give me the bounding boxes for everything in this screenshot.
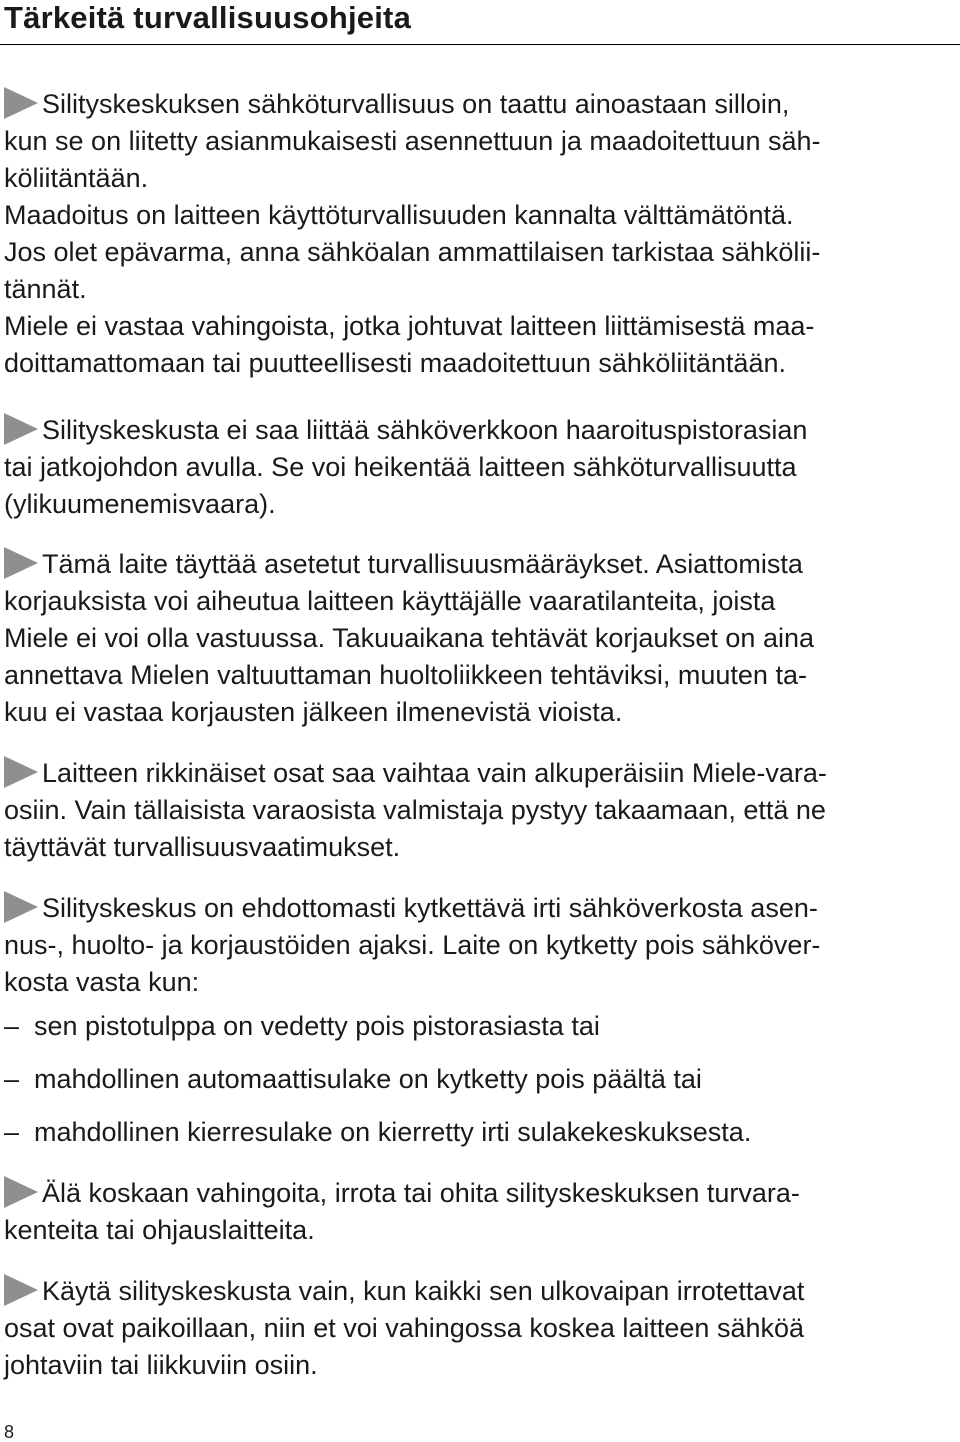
warning-arrow-icon: [4, 1274, 38, 1306]
instruction-line: tai jatkojohdon avulla. Se voi heikentää laitteen sähköturvallisuutta: [4, 452, 797, 482]
instruction-line: (ylikuumenemisvaara).: [4, 489, 276, 519]
instruction-line: Jos olet epävarma, anna sähköalan ammattilaisen tarkistaa sähkölii-: [4, 237, 821, 267]
instruction-line: Silityskeskusta ei saa liittää sähköverkkoon haaroituspistorasian: [4, 412, 954, 449]
instruction-casing: [4, 1273, 954, 1384]
instruction-line: Tämä laite täyttää asetetut turvallisuusmääräykset. Asiattomista: [4, 546, 954, 583]
instruction-line: annettava Mielen valtuuttaman huoltoliikkeen tehtäviksi, muuten ta-: [4, 660, 807, 690]
instruction-line: Käytä silityskeskusta vain, kun kaikki sen ulkovaipan irrotettavat: [4, 1273, 954, 1310]
instruction-line: Älä koskaan vahingoita, irrota tai ohita silityskeskuksen turvara-: [4, 1175, 954, 1212]
list-item: – mahdollinen kierresulake on kierretty irti sulakekeskuksesta.: [4, 1114, 954, 1151]
instruction-spare-parts: [4, 755, 954, 866]
instruction-line: kun se on liitetty asianmukaisesti asennettuun ja maadoitettuun säh-: [4, 126, 821, 156]
instruction-line: Silityskeskus on ehdottomasti kytkettävä irti sähköverkosta asen-: [4, 890, 954, 927]
warning-arrow-icon: [4, 547, 38, 579]
instruction-line: doittamattomaan tai puutteellisesti maadoitettuun sähköliitäntään.: [4, 348, 786, 378]
page-number: 8: [4, 1422, 15, 1442]
list-item: – mahdollinen automaattisulake on kytketty pois päältä tai: [4, 1061, 954, 1098]
instruction-line: tännät.: [4, 274, 87, 304]
warning-arrow-icon: [4, 891, 38, 923]
warning-arrow-icon: [4, 1176, 38, 1208]
instruction-line: osiin. Vain tällaisista varaosista valmistaja pystyy takaamaan, että ne: [4, 795, 826, 825]
instruction-repairs: [4, 546, 954, 731]
instruction-line: Laitteen rikkinäiset osat saa vaihtaa vain alkuperäisiin Miele-vara-: [4, 755, 954, 792]
instruction-safety-devices: [4, 1175, 954, 1249]
warning-arrow-icon: [4, 756, 38, 788]
list-item: – sen pistotulppa on vedetty pois pistorasiasta tai: [4, 1008, 954, 1045]
instruction-line: johtaviin tai liikkuviin osiin.: [4, 1350, 318, 1380]
dash-marker: –: [4, 1064, 20, 1094]
instruction-line: Silityskeskuksen sähköturvallisuus on taattu ainoastaan silloin,: [4, 86, 954, 123]
instruction-electrical-safety: [4, 86, 954, 382]
page-title: Tärkeitä turvallisuusohjeita: [4, 0, 412, 35]
instruction-line: korjauksista voi aiheutua laitteen käyttäjälle vaaratilanteita, joista: [4, 586, 776, 616]
title-divider: [0, 44, 960, 45]
instruction-line: kosta vasta kun:: [4, 967, 200, 997]
instruction-disconnect: [4, 890, 954, 1001]
instruction-no-extension-cord: [4, 412, 954, 523]
warning-arrow-icon: [4, 413, 38, 445]
instruction-line: kenteita tai ohjauslaitteita.: [4, 1215, 315, 1245]
instruction-line: nus-, huolto- ja korjaustöiden ajaksi. Laite on kytketty pois sähköver-: [4, 930, 821, 960]
instruction-line: täyttävät turvallisuusvaatimukset.: [4, 832, 401, 862]
dash-marker: –: [4, 1117, 20, 1147]
dash-marker: –: [4, 1011, 20, 1041]
instruction-line: Miele ei voi olla vastuussa. Takuuaikana tehtävät korjaukset on aina: [4, 623, 814, 653]
instruction-line: Maadoitus on laitteen käyttöturvallisuuden kannalta välttämätöntä.: [4, 200, 794, 230]
instruction-line: köliitäntään.: [4, 163, 149, 193]
instruction-line: osat ovat paikoillaan, niin et voi vahingossa koskea laitteen sähköä: [4, 1313, 805, 1343]
instruction-line: kuu ei vastaa korjausten jälkeen ilmenevistä vioista.: [4, 697, 623, 727]
instruction-line: Miele ei vastaa vahingoista, jotka johtuvat laitteen liittämisestä maa-: [4, 311, 815, 341]
warning-arrow-icon: [4, 87, 38, 119]
